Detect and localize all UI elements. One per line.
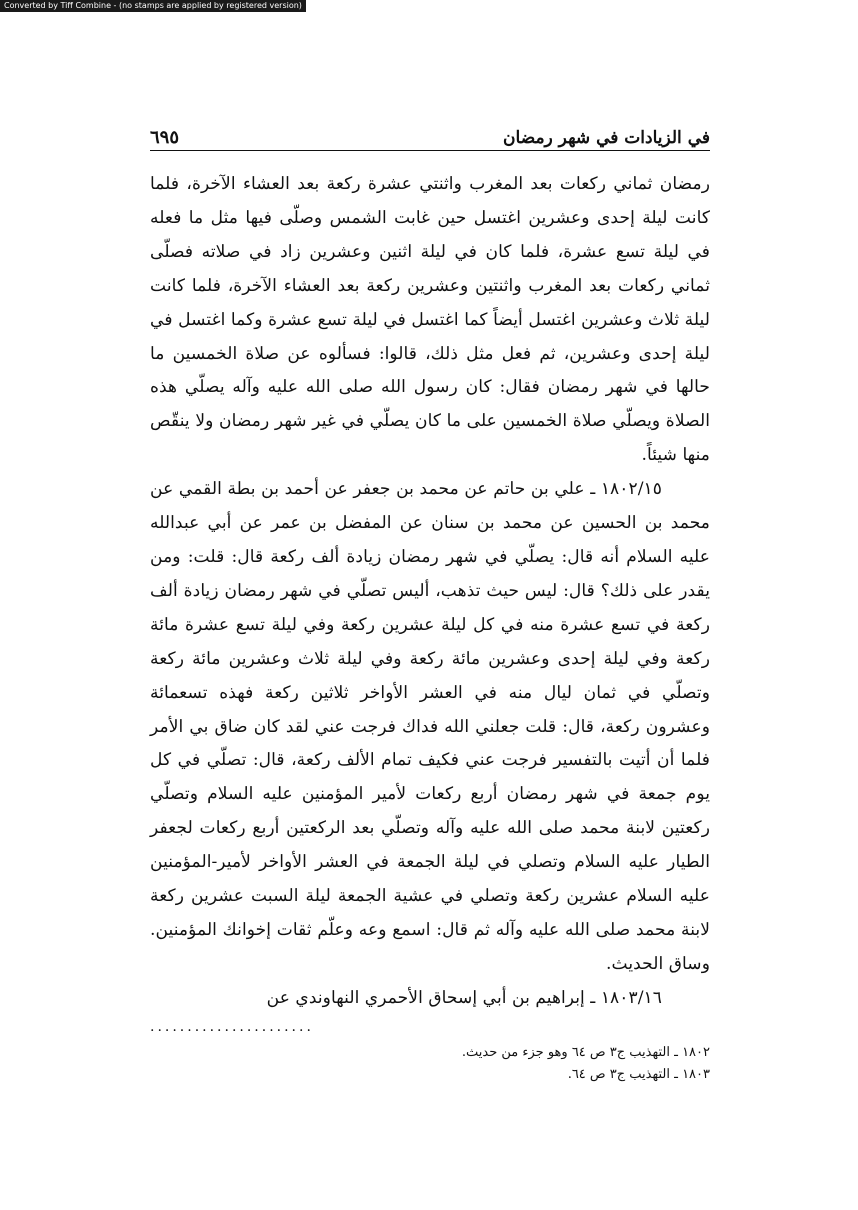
footnotes (150, 1042, 710, 1086)
page-number: ٦٩٥ (150, 127, 180, 148)
page-header (150, 118, 710, 148)
footnote-separator: ...................... (150, 1020, 314, 1034)
footnote-1802: ١٨٠٢ ـ التهذيب ج٣ ص ٦٤ وهو جزء من حديث. (461, 1045, 710, 1060)
hadith-1803: ١٨٠٣/١٦ ـ إبراهيم بن أبي إسحاق الأحمري النهاوندي عن (266, 987, 662, 1008)
converter-banner: Converted by Tiff Combine - (no stamps are applied by registered version) (0, 0, 306, 12)
book-page (150, 0, 710, 1210)
header-divider (150, 150, 710, 151)
footnote-1803: ١٨٠٣ ـ التهذيب ج٣ ص ٦٤. (567, 1067, 710, 1082)
paragraph-continuation: رمضان ثماني ركعات بعد المغرب واثنتي عشرة ركعة بعد العشاء الآخرة، فلما كانت ليلة إحدى وعشرين اغتسل حين غابت الشمس وصلّى فيها مثل ما فعله في ليلة تسع عشرة، فلما كان في ليلة اثنين وعشرين زاد في صلاته فصلّى ثماني ركعات بعد المغرب واثنتين وعشرين ركعة بعد العشاء الآخرة، فلما كانت ليلة ثلاث وعشرين اغتسل أيضاً كما اغتسل في ليلة تسع عشرة وكما اغتسل في ليلة إحدى وعشرين، ثم فعل مثل ذلك، قالوا: فسألوه عن صلاة الخمسين ما حالها في شهر رمضان فقال: كان رسول الله صلى الله عليه وآله يصلّي هذه الصلاة ويصلّي صلاة الخمسين على ما كان يصلّي في غير شهر رمضان ولا ينقّص منها شيئاً. (150, 174, 710, 466)
running-title: في الزيادات في شهر رمضان (503, 128, 710, 148)
hadith-1802: ١٨٠٢/١٥ ـ علي بن حاتم عن محمد بن جعفر عن أحمد بن بطة القمي عن محمد بن الحسين عن محمد بن سنان عن المفضل بن عمر عن أبي عبدالله عليه السلام أنه قال: يصلّي في شهر رمضان زيادة ألف ركعة قال: قلت: ومن يقدر على ذلك؟ قال: ليس حيث تذهب، أليس تصلّي في شهر رمضان زيادة ألف ركعة في تسع عشرة منه في كل ليلة عشرين ركعة وفي ليلة تسع عشرة مائة ركعة وفي ليلة إحدى وعشرين مائة ركعة وفي ليلة ثلاث وعشرين مائة ركعة وتصلّي في ثمان ليال منه في العشر الأواخر ثلاثين ركعة فهذه تسعمائة وعشرون ركعة، قال: قلت جعلني الله فداك فرجت عني لقد كان ضاق بي الأمر فلما أن أتيت بالتفسير فرجت عني فكيف تمام الألف ركعة، قال: تصلّي في كل يوم جمعة في شهر رمضان أربع ركعات لأمير المؤمنين عليه السلام وتصلّي ركعتين لابنة محمد صلى الله عليه وآله وتصلّي بعد الركعتين أربع ركعات لجعفر الطيار عليه السلام وتصلي في ليلة الجمعة في العشر الأواخر لأمير-المؤمنين عليه السلام عشرين ركعة وتصلي في عشية الجمعة ليلة السبت عشرين ركعة لابنة محمد صلى الله عليه وآله ثم قال: اسمع وعه وعلّم ثقات إخوانك المؤمنين. وساق الحديث. (150, 479, 710, 974)
main-text (150, 168, 710, 1016)
